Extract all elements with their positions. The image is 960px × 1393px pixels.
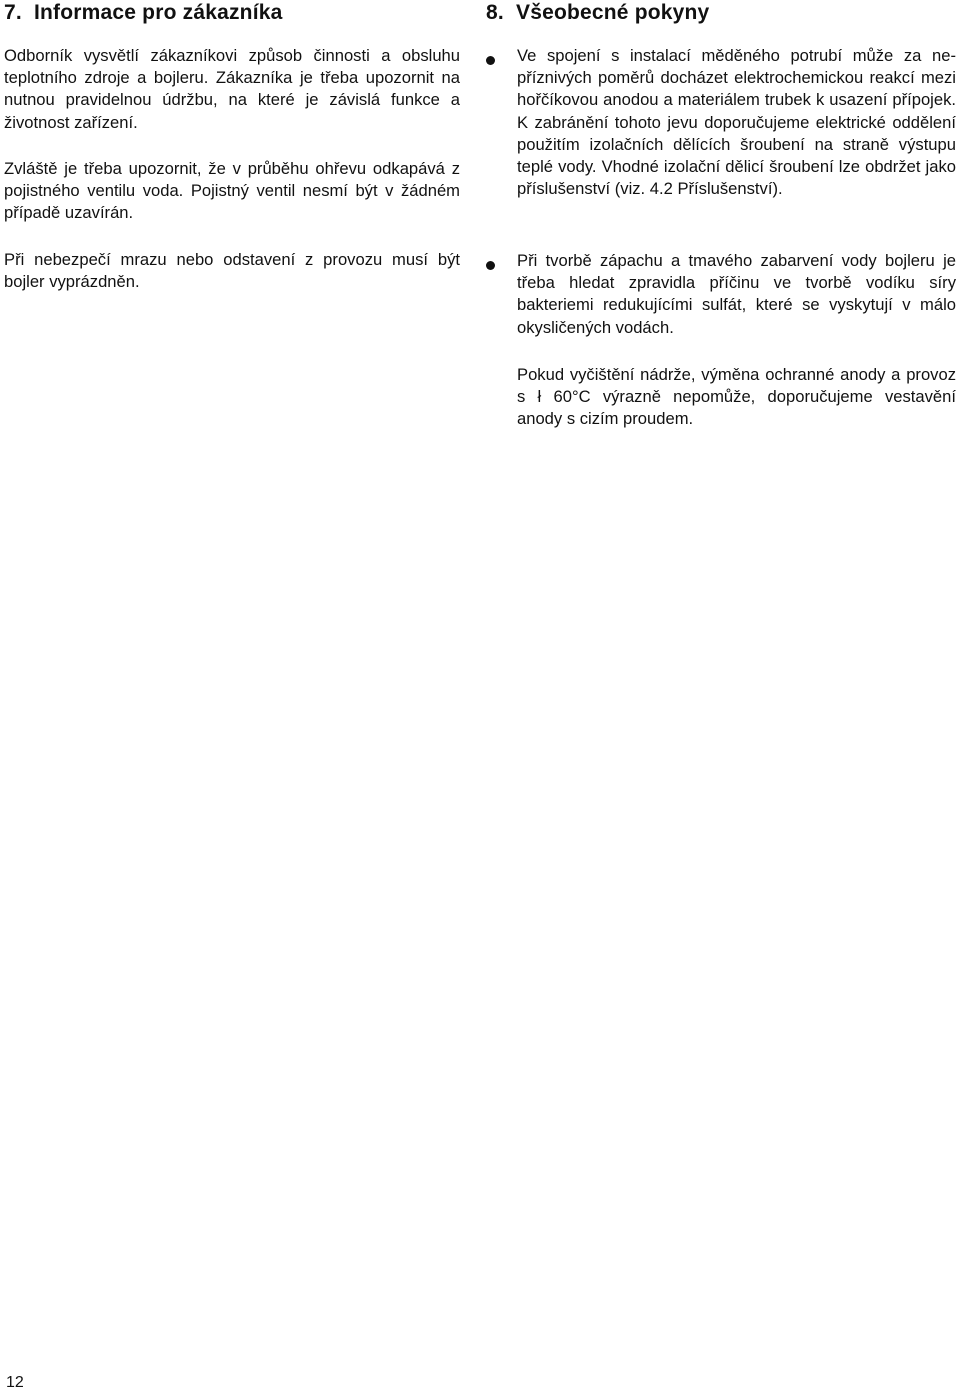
bullet-item-copper-pipes: Ve spojení s instalací měděného potrubí může za nepříznivých poměrů docházet elektrochemickou reakcí mezi hořčíkovou anodou a materiálem trubek k usazení přípojek. K zabránění tohoto jevu doporučujeme elektrické oddělení použitím izolačních dělících šroubení na straně výstupu teplé vody. Vhodné izolační dělicí šroubení lze obdržet jako příslušenství (viz. 4.2 Příslušenství). (517, 46, 956, 199)
paragraph-explanation: Odborník vysvětlí zákazníkovi způsob činnosti a obsluhu teplotního zdroje a bojleru. Zákazníka je třeba upozornit na nutnou pravidelnou údržbu, na které je závislá funkce a životnost zařízení. (4, 46, 460, 132)
page-number: 12 (6, 1374, 24, 1391)
section-heading-general-notes: 8. Všeobecné pokyny (486, 1, 710, 24)
paragraph-closing: Pokud vyčištění nádrže, výměna ochranné anody a provoz s ł 60°C výrazně nepomůže, doporučujeme vestavění anody s cizím proudem. (517, 365, 956, 429)
paragraph-safety-valve: Zvláště je třeba upozornit, že v průběhu ohřevu odkapává z pojistného ventilu voda. Pojistný ventil nesmí být v žádném případě uzavírán. (4, 159, 460, 223)
section-heading-customer-info: 7. Informace pro zákazníka (4, 1, 283, 24)
bullet-dot (486, 56, 495, 65)
bullet-item-odor: Při tvorbě zápachu a tmavého zabarvení vody bojleru je třeba hledat zpravidla příčinu ve tvorbě vodíku síry bakteriemi redukujícími sulfát, které se vyskytují v málo okysličených vodách. (517, 251, 956, 337)
paragraph-frost-drain: Při nebezpečí mrazu nebo odstavení z provozu musí být bojler vyprázdněn. (4, 250, 460, 292)
bullet-dot (486, 261, 495, 270)
